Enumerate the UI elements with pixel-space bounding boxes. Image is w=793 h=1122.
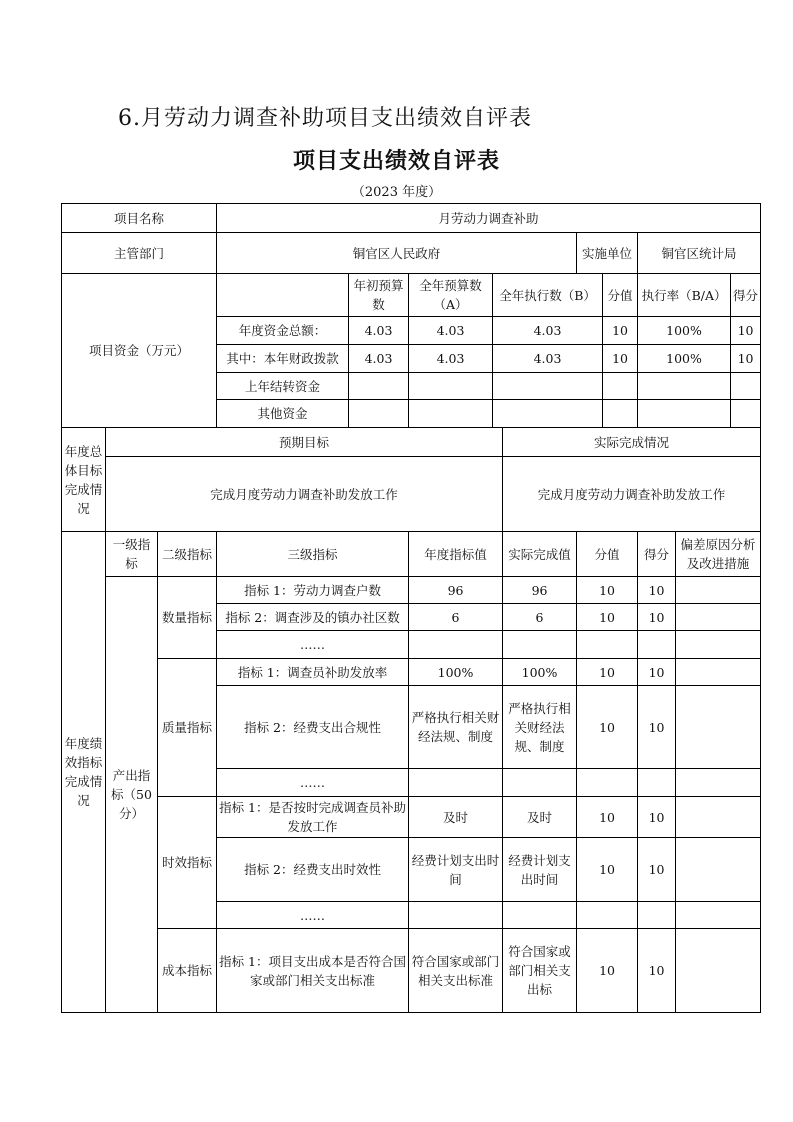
funds-cell: [603, 400, 638, 428]
funds-cell: [493, 373, 603, 400]
impl-label: 实施单位: [577, 233, 638, 274]
indicator-more: ……: [217, 902, 409, 929]
form-year: （2023 年度）: [351, 185, 442, 200]
indicator-target: 96: [409, 577, 503, 604]
funds-header-score: 分值: [603, 274, 638, 317]
performance-table: [61, 203, 761, 1013]
indicator-analysis: [676, 577, 761, 604]
indicator-score: 10: [577, 686, 638, 769]
funds-cell: 4.03: [349, 345, 409, 373]
indicator-name: 指标 1：劳动力调查户数: [217, 577, 409, 604]
goals-expected: 完成月度劳动力调查补助发放工作: [106, 457, 503, 532]
table-row: [62, 929, 761, 1013]
header-level3: 三级指标: [217, 532, 409, 577]
funds-cell: [638, 373, 731, 400]
indicator-analysis: [676, 631, 761, 659]
table-row: [62, 204, 761, 233]
indicator-more: ……: [217, 631, 409, 659]
header-level1: 一级指标: [106, 532, 158, 577]
indicator-actual: 及时: [503, 797, 577, 838]
indicator-score: 10: [577, 659, 638, 686]
indicator-got: 10: [638, 659, 676, 686]
funds-cell: [638, 400, 731, 428]
indicator-score: [577, 769, 638, 797]
indicator-analysis: [676, 686, 761, 769]
indicator-analysis: [676, 838, 761, 902]
indicator-score: 10: [577, 797, 638, 838]
funds-cell: 4.03: [493, 345, 603, 373]
funds-cell: 10: [731, 345, 761, 373]
header-actual: 实际完成值: [503, 532, 577, 577]
funds-row-label: 年度资金总额：: [217, 317, 349, 345]
indicator-target: 严格执行相关财经法规、制度: [409, 686, 503, 769]
indicator-actual: [503, 769, 577, 797]
indicator-actual: [503, 902, 577, 929]
funds-cell: 100%: [638, 345, 731, 373]
table-row: [62, 457, 761, 532]
indicator-more: ……: [217, 769, 409, 797]
funds-header-rate: 执行率（B/A）: [638, 274, 731, 317]
indicator-score: 10: [577, 577, 638, 604]
funds-cell: 4.03: [349, 317, 409, 345]
indicator-name: 指标 1：调查员补助发放率: [217, 659, 409, 686]
dept-value: 铜官区人民政府: [217, 233, 577, 274]
table-row: [62, 577, 761, 604]
indicator-got: 10: [638, 797, 676, 838]
funds-cell: [731, 400, 761, 428]
funds-cell: [731, 373, 761, 400]
indicator-target: [409, 769, 503, 797]
cost-indicator-label: 成本指标: [158, 929, 217, 1013]
funds-cell: 4.03: [493, 317, 603, 345]
indicator-score: 10: [577, 929, 638, 1013]
funds-header-annual: 全年预算数（A）: [409, 274, 493, 317]
project-name-label: 项目名称: [62, 204, 217, 233]
header-analysis: 偏差原因分析及改进措施: [676, 532, 761, 577]
indicator-target: 符合国家或部门相关支出标准: [409, 929, 503, 1013]
indicator-analysis: [676, 769, 761, 797]
indicator-analysis: [676, 929, 761, 1013]
header-level2: 二级指标: [158, 532, 217, 577]
funds-cell: 4.03: [409, 317, 493, 345]
goals-expected-header: 预期目标: [106, 428, 503, 457]
funds-label: 项目资金（万元）: [62, 274, 217, 428]
funds-row-label: 其中：本年财政拨款: [217, 345, 349, 373]
table-row: [62, 233, 761, 274]
indicator-got: 10: [638, 604, 676, 631]
indicator-name: 指标 2：调查涉及的镇办社区数: [217, 604, 409, 631]
header-target: 年度指标值: [409, 532, 503, 577]
indicator-analysis: [676, 797, 761, 838]
indicator-actual: 100%: [503, 659, 577, 686]
funds-cell: 100%: [638, 317, 731, 345]
indicator-name: 指标 1：项目支出成本是否符合国家或部门相关支出标准: [217, 929, 409, 1013]
funds-row-label: 上年结转资金: [217, 373, 349, 400]
funds-cell: [409, 373, 493, 400]
indicator-score: 10: [577, 838, 638, 902]
funds-cell: [349, 373, 409, 400]
funds-header-blank: [217, 274, 349, 317]
indicator-actual: 经费计划支出时间: [503, 838, 577, 902]
header-got: 得分: [638, 532, 676, 577]
funds-row-label: 其他资金: [217, 400, 349, 428]
funds-cell: [493, 400, 603, 428]
output-indicator-label: 产出指标（50分）: [106, 577, 158, 1013]
funds-header-executed: 全年执行数（B）: [493, 274, 603, 317]
indicator-target: 100%: [409, 659, 503, 686]
impl-value: 铜官区统计局: [638, 233, 761, 274]
indicator-got: 10: [638, 686, 676, 769]
project-name-value: 月劳动力调查补助: [217, 204, 761, 233]
funds-cell: [409, 400, 493, 428]
indicator-got: [638, 631, 676, 659]
funds-cell: 10: [731, 317, 761, 345]
indicator-got: 10: [638, 838, 676, 902]
indicator-name: 指标 1：是否按时完成调查员补助发放工作: [217, 797, 409, 838]
document-heading: 6.月劳动力调查补助项目支出绩效自评表: [118, 106, 532, 131]
table-row: [62, 532, 761, 577]
indicator-target: 6: [409, 604, 503, 631]
quality-indicator-label: 质量指标: [158, 659, 217, 797]
goals-actual-header: 实际完成情况: [503, 428, 761, 457]
funds-cell: 10: [603, 317, 638, 345]
indicator-target: 经费计划支出时间: [409, 838, 503, 902]
indicator-score: 10: [577, 604, 638, 631]
funds-cell: [603, 373, 638, 400]
funds-cell: 4.03: [409, 345, 493, 373]
indicator-analysis: [676, 902, 761, 929]
quantity-indicator-label: 数量指标: [158, 577, 217, 659]
indicator-actual: 符合国家或部门相关支出标: [503, 929, 577, 1013]
indicator-score: [577, 631, 638, 659]
indicator-name: 指标 2：经费支出时效性: [217, 838, 409, 902]
indicator-actual: 严格执行相关财经法规、制度: [503, 686, 577, 769]
indicator-got: 10: [638, 929, 676, 1013]
goals-label: 年度总体目标完成情况: [62, 428, 106, 532]
indicator-actual: 6: [503, 604, 577, 631]
indicator-target: [409, 631, 503, 659]
table-row: [62, 428, 761, 457]
indicators-label: 年度绩效指标完成情况: [62, 532, 106, 1013]
indicator-analysis: [676, 659, 761, 686]
table-row: [62, 797, 761, 838]
indicator-got: 10: [638, 577, 676, 604]
form-title: 项目支出绩效自评表: [292, 148, 500, 174]
funds-cell: [349, 400, 409, 428]
indicator-name: 指标 2：经费支出合规性: [217, 686, 409, 769]
indicator-actual: 96: [503, 577, 577, 604]
indicator-got: [638, 769, 676, 797]
indicator-score: [577, 902, 638, 929]
goals-actual: 完成月度劳动力调查补助发放工作: [503, 457, 761, 532]
funds-cell: 10: [603, 345, 638, 373]
timeliness-indicator-label: 时效指标: [158, 797, 217, 929]
funds-header-initial: 年初预算数: [349, 274, 409, 317]
table-row: [62, 659, 761, 686]
funds-header-got: 得分: [731, 274, 761, 317]
indicator-got: [638, 902, 676, 929]
dept-label: 主管部门: [62, 233, 217, 274]
table-row: [62, 274, 761, 317]
indicator-analysis: [676, 604, 761, 631]
header-score: 分值: [577, 532, 638, 577]
indicator-target: 及时: [409, 797, 503, 838]
indicator-target: [409, 902, 503, 929]
indicator-actual: [503, 631, 577, 659]
